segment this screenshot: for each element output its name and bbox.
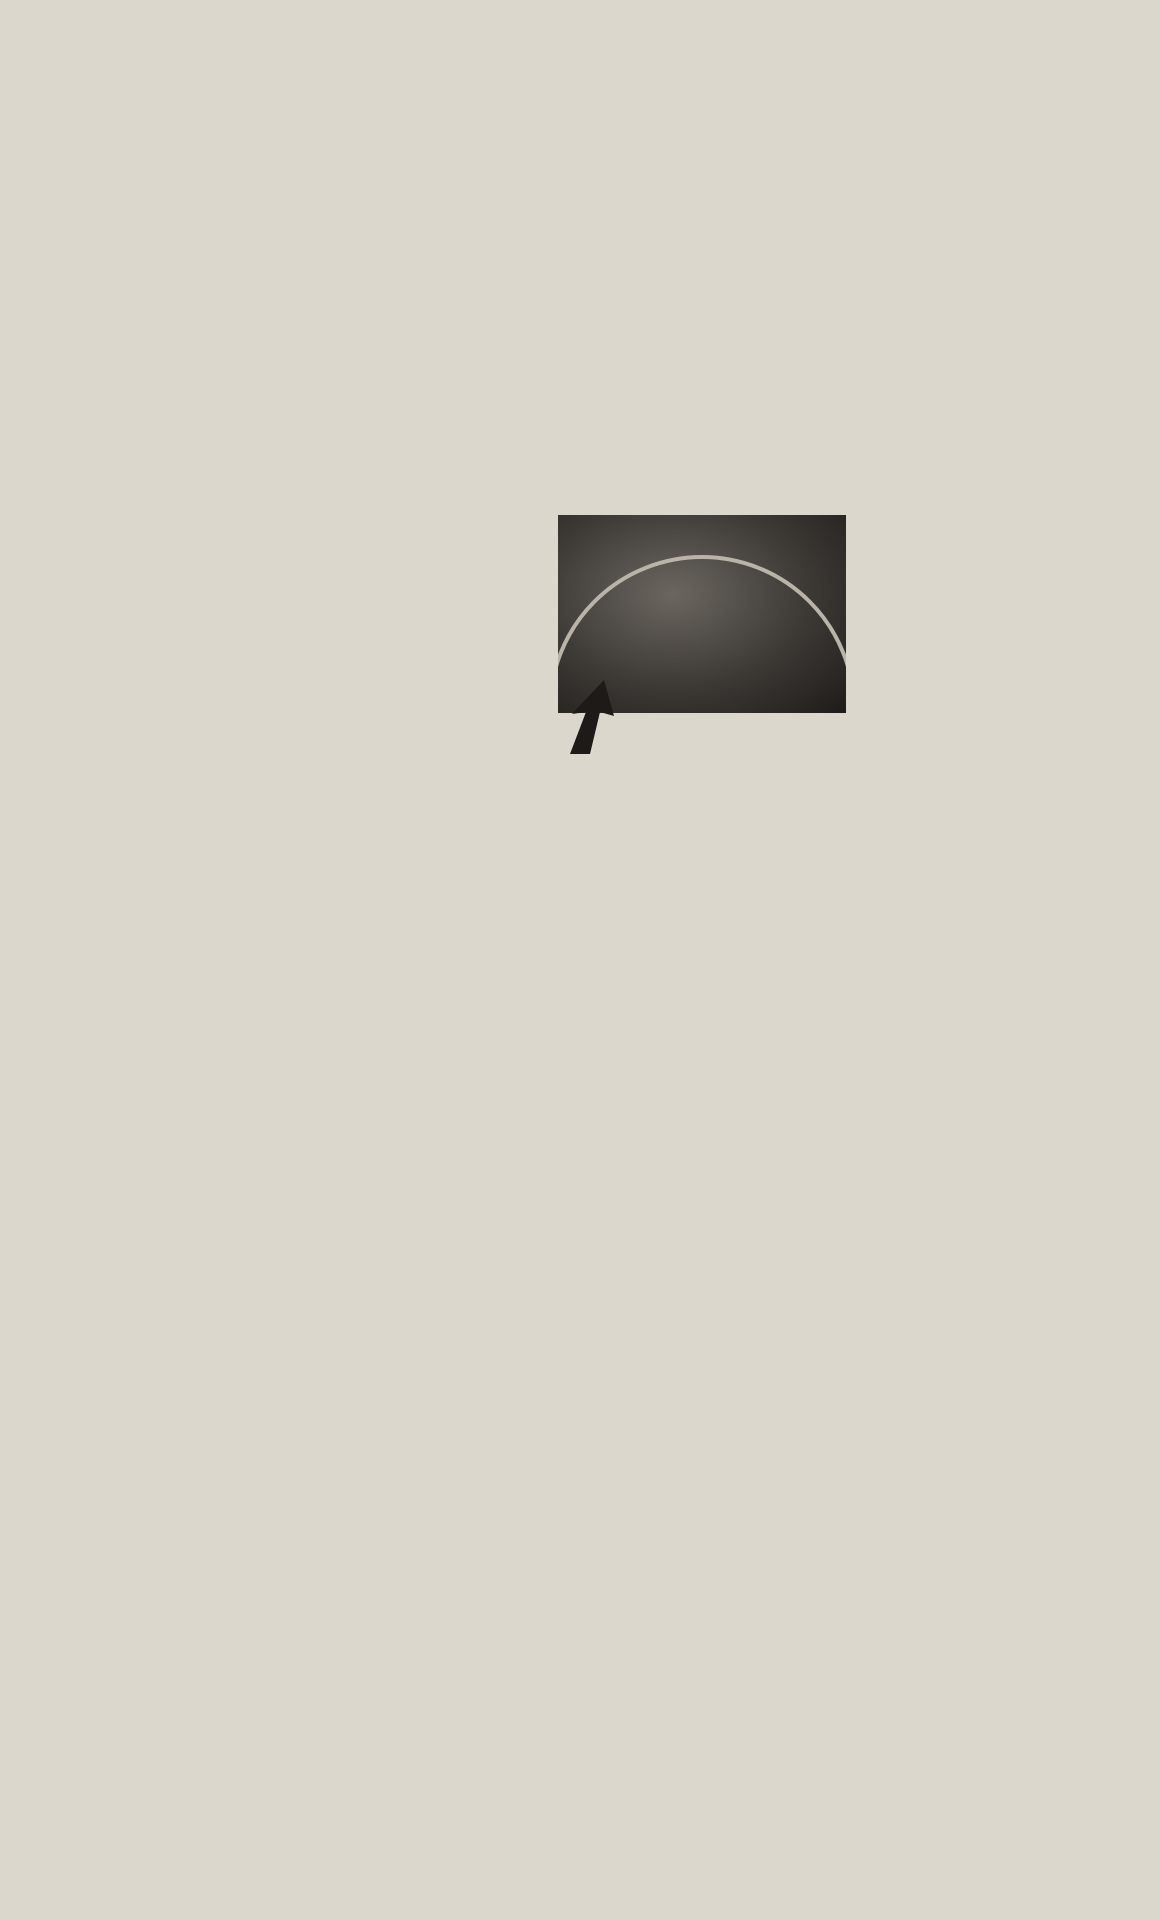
header-proof bbox=[1050, 66, 1160, 92]
arrow-icon bbox=[560, 676, 640, 756]
header-vg bbox=[511, 66, 621, 92]
header-ef bbox=[839, 66, 947, 92]
price-table-1914-1917 bbox=[24, 66, 1160, 92]
header-quantity bbox=[186, 66, 400, 92]
header-unc bbox=[946, 66, 1050, 92]
header-good bbox=[399, 66, 511, 92]
header-vf bbox=[731, 66, 839, 92]
header-fine bbox=[621, 66, 731, 92]
header-row bbox=[24, 66, 1160, 92]
